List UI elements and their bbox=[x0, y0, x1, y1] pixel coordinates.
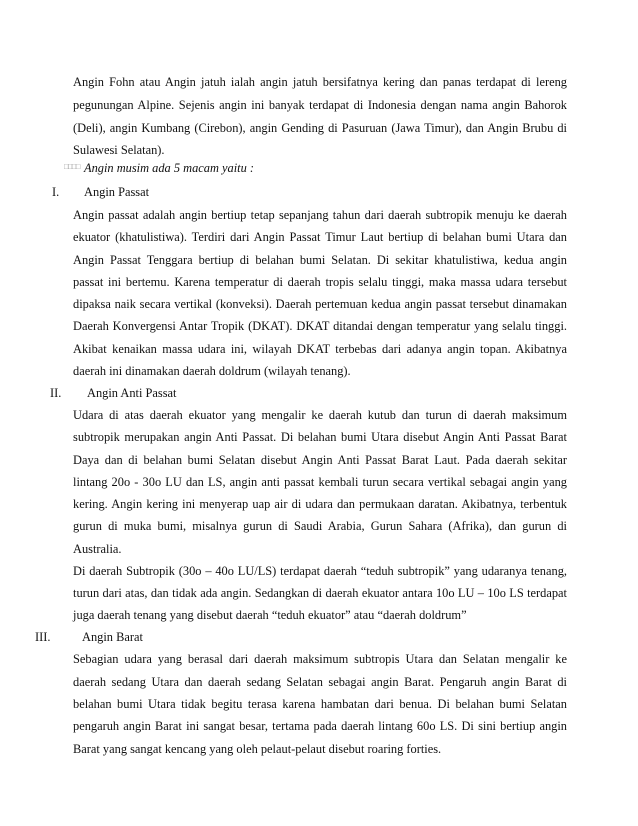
section-3-line: Sebagian udara yang berasal dari daerah maksimum subtropis Utara dan Selatan mengalir ke bbox=[73, 652, 567, 666]
section-2-line: subtropik merupakan angin Anti Passat. Di belahan bumi Utara disebut Angin Anti Passat Barat bbox=[73, 430, 567, 444]
fohn-line-4: Sulawesi Selatan). bbox=[73, 143, 165, 157]
section-3-line: belahan bumi Utara tidak begitu terasa karena hambatan dari benua. Di belahan bumi Selatan bbox=[73, 697, 567, 711]
section-2-numeral: II. bbox=[50, 386, 62, 400]
section-1-line: Angin Passat Tenggara bertiup di belahan bumi Selatan. Di sekitar khatulistiwa, kedua angin bbox=[73, 253, 567, 267]
section-2-line: juga daerah tenang yang disebut daerah “teduh ekuator” atau “daerah doldrum” bbox=[73, 608, 467, 622]
section-3-line: daerah sedang Utara dan daerah sedang Selatan sebagai angin Barat. Pengaruh angin Barat di bbox=[73, 675, 567, 689]
section-2-line: Australia. bbox=[73, 542, 122, 556]
section-1-title: Angin Passat bbox=[84, 185, 150, 199]
fohn-line-3: (Deli), angin Kumbang (Cirebon), angin Gending di Pasuruan (Jawa Timur), dan Angin Brubu di bbox=[73, 121, 567, 135]
section-2-line: kering. Angin kering ini menyerap uap air di udara dan permukaan daratan. Akibatnya, terbentuk bbox=[73, 497, 567, 511]
section-3-line: Barat yang sangat kencang yang oleh pelaut-pelaut disebut roaring forties. bbox=[73, 742, 442, 756]
section-3-title: Angin Barat bbox=[82, 630, 143, 644]
section-2-line: lintang 20o - 30o LU dan LS, angin anti passat kembali turun secara vertikal sebagai angin yang bbox=[73, 475, 567, 489]
section-1-line: dipaksa naik secara vertikal (konveksi). Daerah pertemuan kedua angin passat tersebut dinamakan bbox=[73, 297, 567, 311]
section-1-line: Angin passat adalah angin bertiup tetap sepanjang tahun dari daerah subtropik menuju ke daerah bbox=[73, 208, 567, 222]
fohn-line-2: pegunungan Alpine. Sejenis angin ini banyak terdapat di Indonesia dengan nama angin Bahorok bbox=[73, 98, 567, 112]
section-2-line: Udara di atas daerah ekuator yang mengalir ke daerah kutub dan turun di daerah maksimum bbox=[73, 408, 567, 422]
section-2-title: Angin Anti Passat bbox=[87, 386, 177, 400]
section-1-line: Akibat kenaikan massa udara ini, wilayah DKAT terbebas dari adanya angin topan. Akibatnya bbox=[73, 342, 567, 356]
section-2-line: Daya dan di belahan bumi Selatan disebut Angin Anti Passat Barat Laut. Pada daerah sekitar bbox=[73, 453, 567, 467]
section-1-line: Daerah Konvergensi Antar Tropik (DKAT). DKAT ditandai dengan temperatur yang selalu tinggi. bbox=[73, 319, 567, 333]
placeholder-glyph-icon: □□□□ bbox=[64, 162, 80, 171]
section-3-line: pengaruh angin Barat ini sangat besar, tertama pada daerah lintang 60o LS. Di sini bertiup angin bbox=[73, 719, 567, 733]
section-1-line: daerah ini dinamakan daerah doldrum (wilayah tenang). bbox=[73, 364, 351, 378]
section-1-line: ekuator (khatulistiwa). Terdiri dari Angin Passat Timur Laut bertiup di belahan bumi Utara dan bbox=[73, 230, 567, 244]
section-1-numeral: I. bbox=[52, 185, 60, 199]
section-2-line: turun dari atas, dan tidak ada angin. Sedangkan di daerah ekuator antara 10o LU – 10o LS terdapat bbox=[73, 586, 567, 600]
section-2-line: gurun di muka bumi, misalnya gurun di Saudi Arabia, Gurun Sahara (Afrika), dan gurun di bbox=[73, 519, 567, 533]
fohn-line-1: Angin Fohn atau Angin jatuh ialah angin jatuh bersifatnya kering dan panas terdapat di lereng bbox=[73, 75, 567, 89]
musim-intro: Angin musim ada 5 macam yaitu : bbox=[84, 161, 255, 175]
section-1-line: passat ini bertemu. Karena temperatur di daerah tropis selalu tinggi, maka massa udara tersebut bbox=[73, 275, 567, 289]
section-3-numeral: III. bbox=[35, 630, 51, 644]
section-2-line: Di daerah Subtropik (30o – 40o LU/LS) terdapat daerah “teduh subtropik” yang udaranya tenang, bbox=[73, 564, 567, 578]
